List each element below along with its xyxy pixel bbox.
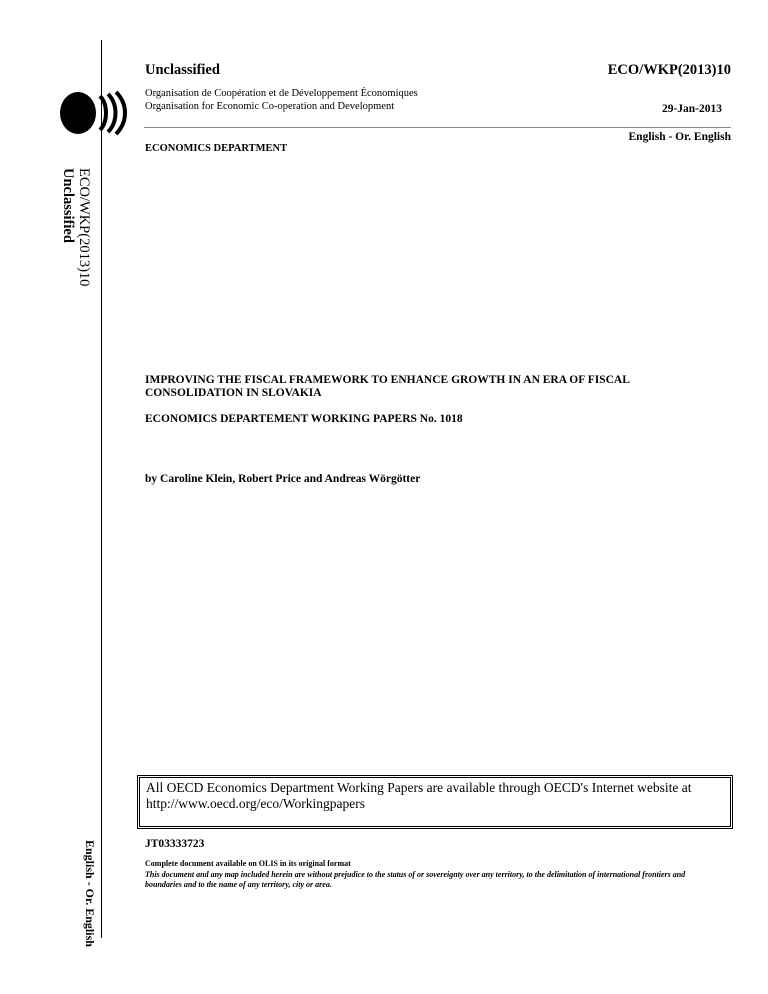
- olis-note: Complete document available on OLIS in its original format: [145, 859, 351, 868]
- document-date: 29-Jan-2013: [661, 103, 722, 115]
- org-name-french: Organisation de Coopération et de Développement Économiques: [145, 88, 418, 99]
- oecd-logo-icon: [56, 90, 128, 136]
- spine-language: English - Or. English: [83, 840, 97, 947]
- spine-doc-ref: ECO/WKP(2013)10: [76, 168, 92, 287]
- department-name: ECONOMICS DEPARTMENT: [145, 143, 288, 154]
- classification-label: Unclassified: [145, 62, 220, 78]
- org-name-english: Organisation for Economic Co-operation and Development: [145, 101, 395, 112]
- left-margin-rule: [101, 40, 102, 938]
- spine-reference: [60, 168, 92, 286]
- authors-line: by Caroline Klein, Robert Price and Andreas Wörgötter: [145, 473, 421, 485]
- availability-note: All OECD Economics Department Working Papers are available through OECD's Internet website at http://www.oecd.org/eco/Workingpapers: [146, 780, 692, 811]
- document-reference: ECO/WKP(2013)10: [607, 62, 731, 78]
- legal-disclaimer: This document and any map included herein are without prejudice to the status of or sovereignty over any territory, to the delimitation of international frontiers and boundaries and to the name of any territory, city or area.: [145, 870, 686, 889]
- spine-classification: Unclassified: [60, 168, 76, 243]
- series-number: ECONOMICS DEPARTEMENT WORKING PAPERS No. 1018: [145, 413, 463, 425]
- document-title: IMPROVING THE FISCAL FRAMEWORK TO ENHANCE GROWTH IN AN ERA OF FISCAL CONSOLIDATION IN SLOVAKIA: [145, 374, 630, 399]
- document-language: English - Or. English: [628, 131, 731, 143]
- header-divider: [144, 127, 731, 128]
- jt-number: JT03333723: [145, 838, 205, 850]
